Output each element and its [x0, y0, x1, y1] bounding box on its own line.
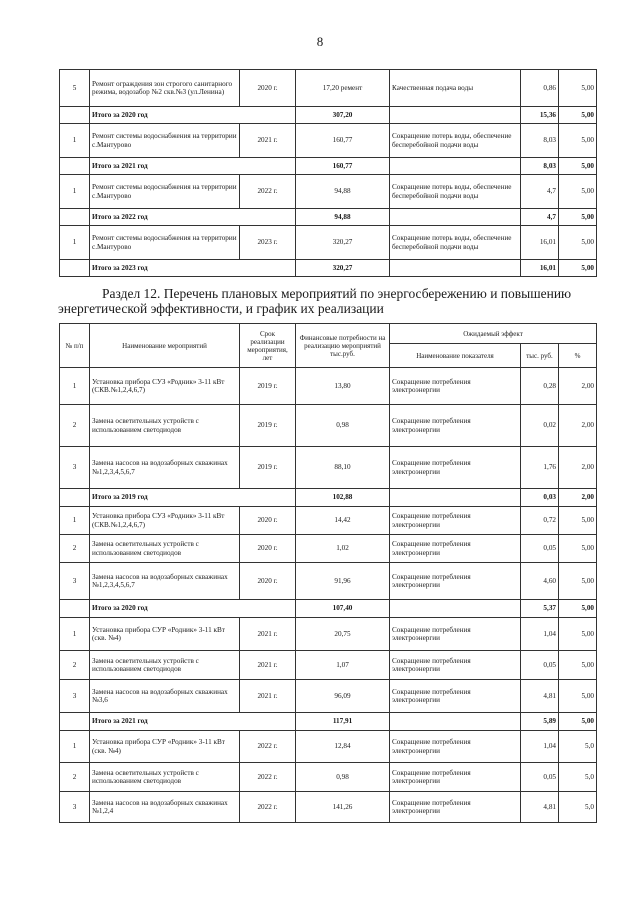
- row-number-empty: [60, 600, 90, 618]
- measure-name: Установка прибора СУЗ «Родник» 3-11 кВт (СКВ.№1,2,4,6,7): [90, 368, 240, 405]
- effect-value-rub: 0,28: [521, 368, 559, 405]
- effect-value-rub: 0,05: [521, 763, 559, 792]
- row-number: 3: [60, 563, 90, 600]
- effect-indicator: Качественная подача воды: [390, 70, 521, 107]
- measure-year: 2020 г.: [240, 70, 296, 107]
- total-label: Итого за 2023 год: [90, 260, 296, 277]
- total-row: [60, 713, 597, 731]
- measure-cost: 320,27: [296, 226, 390, 260]
- row-number: 1: [60, 507, 90, 535]
- effect-indicator: Сокращение потребления электроэнергии: [390, 563, 521, 600]
- measure-year: 2022 г.: [240, 763, 296, 792]
- table-row: [60, 763, 597, 792]
- effect-value-pct: 5,00: [559, 507, 597, 535]
- row-number-empty: [60, 713, 90, 731]
- table-row: [60, 651, 597, 680]
- header-name: Наименование мероприятий: [90, 324, 240, 368]
- table-row: [60, 618, 597, 651]
- effect-value-pct: 5,0: [559, 763, 597, 792]
- header-expected: Ожидаемый эффект: [390, 324, 597, 344]
- total-value-pct: 5,00: [559, 260, 597, 277]
- measure-cost: 91,96: [296, 563, 390, 600]
- total-cost: 94,88: [296, 209, 390, 226]
- measure-cost: 12,84: [296, 731, 390, 763]
- header-unit-rub: тыс. руб.: [521, 344, 559, 368]
- measure-cost: 94,88: [296, 175, 390, 209]
- effect-indicator: Сокращение потребления электроэнергии: [390, 731, 521, 763]
- effect-value-rub: 0,02: [521, 405, 559, 447]
- effect-indicator: Сокращение потребления электроэнергии: [390, 507, 521, 535]
- measure-year: 2022 г.: [240, 175, 296, 209]
- effect-value-pct: 2,00: [559, 405, 597, 447]
- table-row: [60, 405, 597, 447]
- total-cost: 117,91: [296, 713, 390, 731]
- measure-year: 2021 г.: [240, 651, 296, 680]
- effect-value-rub: 4,81: [521, 680, 559, 713]
- measure-year: 2019 г.: [240, 405, 296, 447]
- total-value-pct: 5,00: [559, 209, 597, 226]
- effect-value-rub: 0,05: [521, 651, 559, 680]
- header-term: Срок реализации мероприятия, лет: [240, 324, 296, 368]
- measure-year: 2020 г.: [240, 507, 296, 535]
- total-value-rub: 4,7: [521, 209, 559, 226]
- total-effect-empty: [390, 209, 521, 226]
- effect-indicator: Сокращение потребления электроэнергии: [390, 535, 521, 563]
- measure-name: Замена насосов на водозаборных скважинах №1,2,3,4,5,6,7: [90, 447, 240, 489]
- effect-value-rub: 4,81: [521, 792, 559, 823]
- total-value-pct: 5,00: [559, 713, 597, 731]
- measure-cost: 13,80: [296, 368, 390, 405]
- header-indicator: Наименование показателя: [390, 344, 521, 368]
- total-value-rub: 8,03: [521, 158, 559, 175]
- page-number: 8: [316, 34, 324, 49]
- effect-value-pct: 5,00: [559, 618, 597, 651]
- table-row: [60, 535, 597, 563]
- total-value-pct: 2,00: [559, 489, 597, 507]
- effect-value-pct: 2,00: [559, 368, 597, 405]
- table-row: [60, 680, 597, 713]
- energy-saving-table: [59, 323, 597, 823]
- measure-name: Замена насосов на водозаборных скважинах №1,2,4: [90, 792, 240, 823]
- table-row: [60, 731, 597, 763]
- total-row: [60, 260, 597, 277]
- total-cost: 107,40: [296, 600, 390, 618]
- total-value-rub: 16,01: [521, 260, 559, 277]
- total-value-pct: 5,00: [559, 158, 597, 175]
- total-row: [60, 209, 597, 226]
- row-number: 3: [60, 792, 90, 823]
- measure-year: 2023 г.: [240, 226, 296, 260]
- section-heading-line-1: Раздел 12. Перечень плановых мероприятий по энергосбережению и повышению: [102, 286, 572, 301]
- total-value-rub: 5,89: [521, 713, 559, 731]
- measure-year: 2022 г.: [240, 731, 296, 763]
- measure-name: Ремонт системы водоснабжения на территории с.Мантурово: [90, 175, 240, 209]
- measure-name: Установка прибора СУР «Родник» 3-11 кВт (скв. №4): [90, 731, 240, 763]
- measure-cost: 0,98: [296, 405, 390, 447]
- measure-cost: 1,07: [296, 651, 390, 680]
- row-number: 1: [60, 368, 90, 405]
- row-number: 2: [60, 535, 90, 563]
- measure-name: Замена осветительных устройств с использованием светодиодов: [90, 763, 240, 792]
- effect-indicator: Сокращение потребления электроэнергии: [390, 651, 521, 680]
- effect-value-pct: 5,0: [559, 731, 597, 763]
- row-number: 1: [60, 226, 90, 260]
- measure-year: 2022 г.: [240, 792, 296, 823]
- effect-indicator: Сокращение потерь воды, обеспечение бесперебойной подачи воды: [390, 124, 521, 158]
- table-row: [60, 447, 597, 489]
- effect-value-rub: 8,03: [521, 124, 559, 158]
- effect-value-pct: 5,0: [559, 792, 597, 823]
- measure-year: 2019 г.: [240, 447, 296, 489]
- effect-indicator: Сокращение потребления электроэнергии: [390, 792, 521, 823]
- measure-cost: 14,42: [296, 507, 390, 535]
- water-supply-table: [59, 69, 597, 277]
- effect-value-pct: 5,00: [559, 124, 597, 158]
- total-value-rub: 15,36: [521, 107, 559, 124]
- total-label: Итого за 2021 год: [90, 713, 296, 731]
- total-label: Итого за 2022 год: [90, 209, 296, 226]
- effect-value-pct: 5,00: [559, 175, 597, 209]
- row-number-empty: [60, 489, 90, 507]
- measure-name: Установка прибора СУЗ «Родник» 3-11 кВт (СКВ.№1,2,4,6,7): [90, 507, 240, 535]
- effect-value-rub: 0,86: [521, 70, 559, 107]
- header-unit-pct: %: [559, 344, 597, 368]
- effect-value-rub: 4,7: [521, 175, 559, 209]
- measure-name: Замена осветительных устройств с использованием светодиодов: [90, 535, 240, 563]
- total-value-pct: 5,00: [559, 600, 597, 618]
- header-num: № п/п: [60, 324, 90, 368]
- measure-year: 2021 г.: [240, 618, 296, 651]
- measure-year: 2021 г.: [240, 124, 296, 158]
- energy-saving-table-body: [60, 368, 597, 823]
- total-effect-empty: [390, 260, 521, 277]
- effect-value-pct: 5,00: [559, 226, 597, 260]
- effect-value-pct: 5,00: [559, 535, 597, 563]
- table-row: [60, 175, 597, 209]
- effect-value-rub: 0,72: [521, 507, 559, 535]
- effect-indicator: Сокращение потерь воды, обеспечение бесперебойной подачи воды: [390, 226, 521, 260]
- total-cost: 307,20: [296, 107, 390, 124]
- table-row: [60, 507, 597, 535]
- table-row: [60, 124, 597, 158]
- section-heading: [58, 287, 608, 316]
- effect-value-pct: 2,00: [559, 447, 597, 489]
- total-effect-empty: [390, 600, 521, 618]
- total-cost: 320,27: [296, 260, 390, 277]
- measure-name: Установка прибора СУР «Родник» 3-11 кВт (скв. №4): [90, 618, 240, 651]
- row-number-empty: [60, 158, 90, 175]
- measure-name: Ремонт ограждения зон строгого санитарного режима, водозабор №2 скв.№3 (ул.Ленина): [90, 70, 240, 107]
- table-row: [60, 792, 597, 823]
- row-number: 3: [60, 447, 90, 489]
- total-effect-empty: [390, 158, 521, 175]
- row-number-empty: [60, 260, 90, 277]
- table-row: [60, 70, 597, 107]
- measure-cost: 20,75: [296, 618, 390, 651]
- total-row: [60, 107, 597, 124]
- effect-value-rub: 1,04: [521, 731, 559, 763]
- effect-value-pct: 5,00: [559, 563, 597, 600]
- row-number: 3: [60, 680, 90, 713]
- measure-year: 2020 г.: [240, 535, 296, 563]
- row-number: 1: [60, 175, 90, 209]
- measure-name: Замена осветительных устройств с использованием светодиодов: [90, 405, 240, 447]
- measure-cost: 0,98: [296, 763, 390, 792]
- row-number: 1: [60, 731, 90, 763]
- section-heading-line-2: энергетической эффективности, и график их реализации: [58, 300, 384, 316]
- effect-value-pct: 5,00: [559, 70, 597, 107]
- total-label: Итого за 2019 год: [90, 489, 296, 507]
- total-value-rub: 5,37: [521, 600, 559, 618]
- row-number-empty: [60, 107, 90, 124]
- measure-name: Замена осветительных устройств с использованием светодиодов: [90, 651, 240, 680]
- total-row: [60, 158, 597, 175]
- total-label: Итого за 2021 год: [90, 158, 296, 175]
- measure-cost: 96,09: [296, 680, 390, 713]
- effect-indicator: Сокращение потребления электроэнергии: [390, 680, 521, 713]
- measure-name: Ремонт системы водоснабжения на территории с.Мантурово: [90, 226, 240, 260]
- total-row: [60, 489, 597, 507]
- row-number: 5: [60, 70, 90, 107]
- row-number: 2: [60, 405, 90, 447]
- total-label: Итого за 2020 год: [90, 600, 296, 618]
- effect-indicator: Сокращение потребления электроэнергии: [390, 447, 521, 489]
- effect-indicator: Сокращение потребления электроэнергии: [390, 618, 521, 651]
- measure-year: 2021 г.: [240, 680, 296, 713]
- effect-indicator: Сокращение потребления электроэнергии: [390, 405, 521, 447]
- row-number: 2: [60, 763, 90, 792]
- effect-indicator: Сокращение потребления электроэнергии: [390, 763, 521, 792]
- total-cost: 160,77: [296, 158, 390, 175]
- effect-indicator: Сокращение потерь воды, обеспечение бесперебойной подачи воды: [390, 175, 521, 209]
- measure-year: 2019 г.: [240, 368, 296, 405]
- table-row: [60, 226, 597, 260]
- table-header-row: [60, 324, 597, 344]
- total-label: Итого за 2020 год: [90, 107, 296, 124]
- table-row: [60, 563, 597, 600]
- effect-value-rub: 1,76: [521, 447, 559, 489]
- row-number: 2: [60, 651, 90, 680]
- measure-cost: 1,02: [296, 535, 390, 563]
- total-row: [60, 600, 597, 618]
- effect-value-rub: 16,01: [521, 226, 559, 260]
- measure-cost: 141,26: [296, 792, 390, 823]
- total-value-pct: 5,00: [559, 107, 597, 124]
- total-effect-empty: [390, 713, 521, 731]
- total-value-rub: 0,03: [521, 489, 559, 507]
- effect-value-rub: 1,04: [521, 618, 559, 651]
- total-effect-empty: [390, 107, 521, 124]
- effect-value-rub: 4,60: [521, 563, 559, 600]
- header-finance: Финансовые потребности на реализацию мероприятий тыс.руб.: [296, 324, 390, 368]
- total-cost: 102,88: [296, 489, 390, 507]
- total-effect-empty: [390, 489, 521, 507]
- measure-name: Замена насосов на водозаборных скважинах №1,2,3,4,5,6,7: [90, 563, 240, 600]
- measure-cost: 88,10: [296, 447, 390, 489]
- measure-cost: 160,77: [296, 124, 390, 158]
- table-row: [60, 368, 597, 405]
- effect-value-pct: 5,00: [559, 680, 597, 713]
- row-number-empty: [60, 209, 90, 226]
- measure-name: Замена насосов на водозаборных скважинах №3,6: [90, 680, 240, 713]
- measure-year: 2020 г.: [240, 563, 296, 600]
- effect-indicator: Сокращение потребления электроэнергии: [390, 368, 521, 405]
- effect-value-rub: 0,05: [521, 535, 559, 563]
- row-number: 1: [60, 124, 90, 158]
- row-number: 1: [60, 618, 90, 651]
- measure-cost: 17,20 ремент: [296, 70, 390, 107]
- water-supply-table-body: [60, 70, 597, 277]
- effect-value-pct: 5,00: [559, 651, 597, 680]
- measure-name: Ремонт системы водоснабжения на территории с.Мантурово: [90, 124, 240, 158]
